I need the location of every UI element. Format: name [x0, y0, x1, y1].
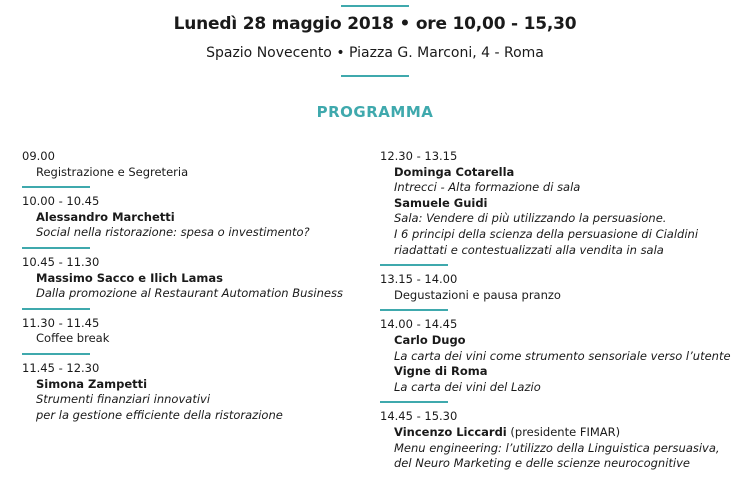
section-title: PROGRAMMA	[316, 103, 434, 121]
event-location: Spazio Novecento • Piazza G. Marconi, 4 - Roma	[206, 45, 544, 61]
talk-title-cont: per la gestione efficiente della ristorazione	[36, 407, 283, 422]
time-slot: 14.45 - 15.30	[380, 409, 458, 424]
speaker-role: (presidente FIMAR)	[506, 424, 621, 439]
time-slot: 12.30 - 13.15	[380, 149, 458, 163]
schedule-item	[22, 361, 362, 423]
talk-title: Menu engineering: l’utilizzo della Linguistica persuasiva,	[394, 440, 720, 455]
schedule-item	[380, 409, 750, 471]
schedule-item	[22, 316, 362, 347]
divider	[22, 308, 90, 310]
schedule-item	[380, 149, 750, 258]
divider	[380, 309, 448, 311]
schedule-item	[22, 149, 362, 180]
talk-title-2-cont: I 6 principi della scienza della persuasione di Cialdini	[394, 226, 699, 241]
speaker-name: Massimo Sacco e Ilich Lamas	[36, 270, 223, 285]
time-slot: 11.30 - 11.45	[22, 315, 100, 330]
talk-title: Intrecci - Alta formazione di sala	[394, 180, 581, 195]
time-slot: 13.15 - 14.00	[380, 272, 458, 287]
time-slot: 09.00	[22, 149, 55, 163]
talk-title-2: La carta dei vini del Lazio	[394, 379, 541, 394]
schedule-item	[22, 194, 362, 241]
divider	[22, 186, 90, 188]
talk-title: Dalla promozione al Restaurant Automation Business	[36, 286, 343, 301]
event-date-title: Lunedì 28 maggio 2018 • ore 10,00 - 15,30	[173, 14, 577, 34]
divider	[22, 353, 90, 355]
time-slot: 10.00 - 10.45	[22, 194, 100, 209]
divider	[22, 247, 90, 249]
speaker-name: Vincenzo Liccardi	[394, 424, 507, 439]
talk-title: La carta dei vini come strumento sensoriale verso l’utente	[394, 348, 731, 363]
program-right-column	[380, 149, 750, 472]
schedule-item	[380, 272, 750, 303]
program-left-column	[22, 149, 362, 423]
speaker-name: Simona Zampetti	[36, 376, 148, 391]
schedule-item	[22, 255, 362, 302]
talk-title-cont: del Neuro Marketing e delle scienze neurocognitive	[394, 456, 691, 471]
top-divider	[341, 5, 409, 7]
talk-title: Strumenti finanziari innovativi	[36, 392, 211, 407]
header-divider	[341, 75, 409, 77]
talk-title-2: Sala: Vendere di più utilizzando la persuasione.	[394, 211, 667, 226]
activity: Registrazione e Segreteria	[36, 164, 189, 179]
time-slot: 11.45 - 12.30	[22, 360, 100, 375]
speaker-name-2: Vigne di Roma	[394, 364, 488, 379]
speaker-name: Dominga Cotarella	[394, 164, 515, 179]
talk-title-2-cont: riadattati e contestualizzati alla vendita in sala	[394, 242, 664, 257]
speaker-name-2: Samuele Guidi	[394, 195, 488, 210]
schedule-item	[380, 317, 750, 395]
activity: Coffee break	[36, 331, 110, 346]
time-slot: 14.00 - 14.45	[380, 317, 458, 332]
divider	[380, 264, 448, 266]
talk-title: Social nella ristorazione: spesa o investimento?	[36, 225, 310, 240]
speaker-name: Carlo Dugo	[394, 332, 466, 347]
activity: Degustazioni e pausa pranzo	[394, 287, 561, 302]
time-slot: 10.45 - 11.30	[22, 254, 100, 269]
speaker-name: Alessandro Marchetti	[36, 209, 175, 224]
divider	[380, 401, 448, 403]
speaker-line	[380, 425, 750, 441]
